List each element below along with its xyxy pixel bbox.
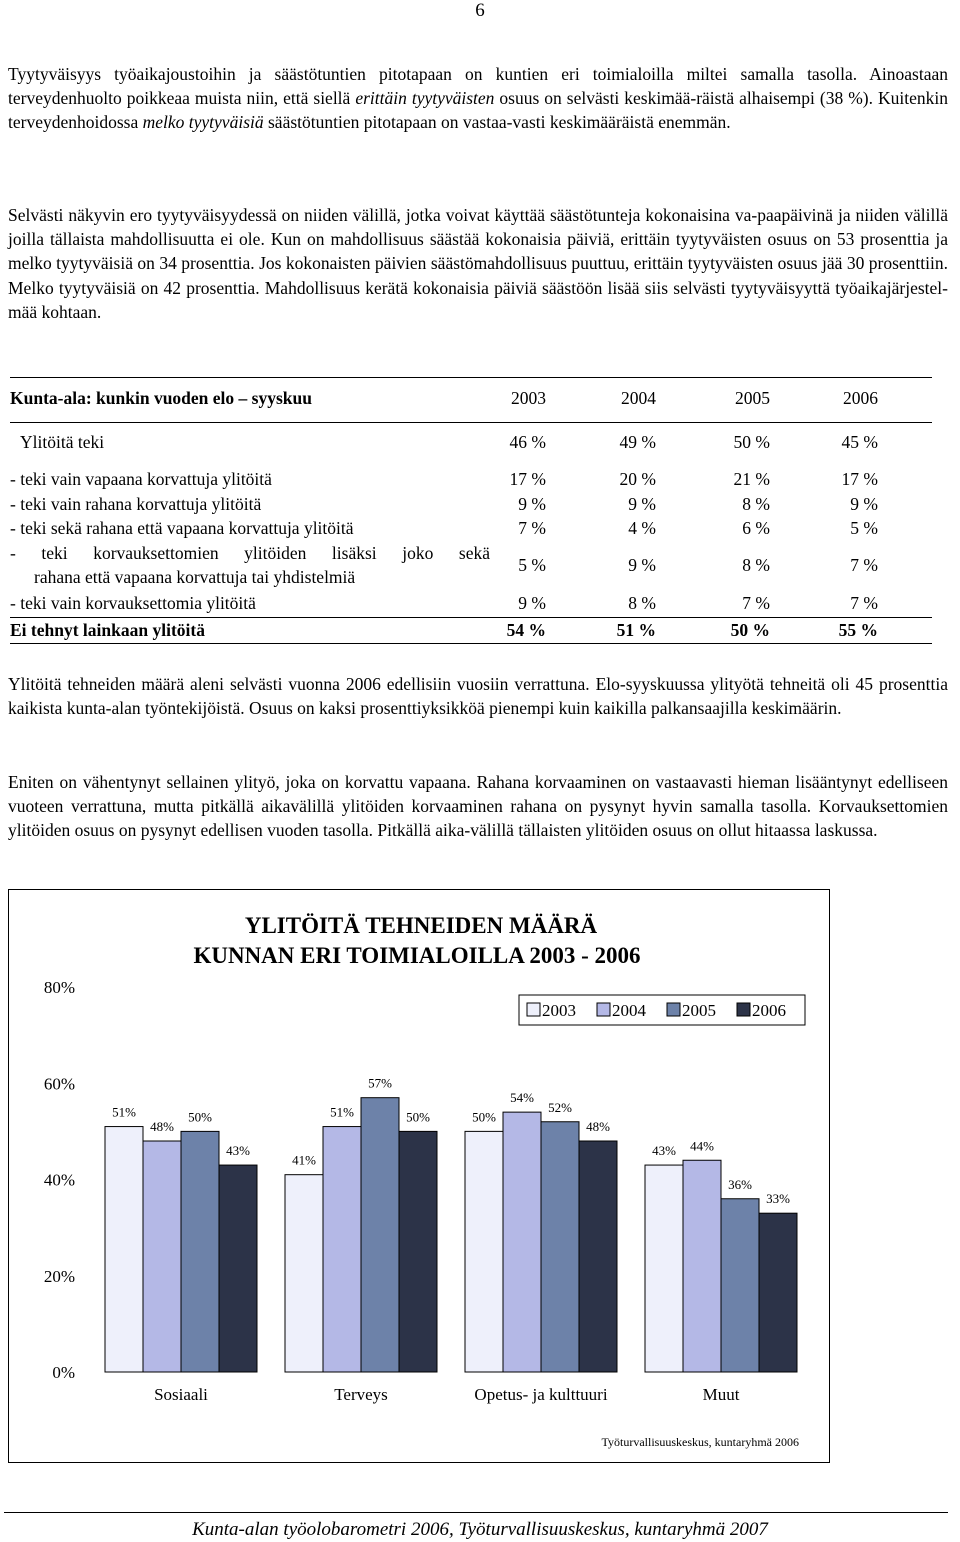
legend-label: 2004 — [612, 1001, 646, 1020]
bar-2003 — [465, 1131, 503, 1372]
legend-swatch — [527, 1003, 540, 1016]
bar-value-label: 52% — [548, 1099, 572, 1115]
footer-rule — [4, 1512, 948, 1513]
y-tick-label: 20% — [43, 1266, 75, 1286]
header-year: 2004 — [621, 388, 656, 408]
total-label: Ylitöitä teki — [20, 432, 105, 452]
bar-value-label: 50% — [472, 1109, 496, 1125]
bar-value-label: 51% — [112, 1104, 136, 1120]
row-value: 17 % — [841, 469, 878, 489]
row-value: 4 % — [628, 518, 656, 538]
bar-2006 — [219, 1165, 257, 1372]
bar-2005 — [361, 1098, 399, 1372]
legend-swatch — [737, 1003, 750, 1016]
none-value: 50 % — [730, 620, 770, 640]
chart-legend — [519, 995, 805, 1025]
bar-value-label: 33% — [766, 1191, 790, 1207]
chart-title-line2: KUNNAN ERI TOIMIALOILLA 2003 - 2006 — [193, 943, 641, 968]
para1-text-3: säästötuntien pitotapaan on vastaa-vasti keskimääräistä enemmän. — [263, 112, 731, 133]
bar-value-label: 50% — [406, 1109, 430, 1125]
row-value: 9 % — [628, 494, 656, 514]
y-tick-label: 40% — [43, 1170, 75, 1190]
para1-italic-2: melko tyytyväisiä — [142, 112, 264, 133]
bar-2003 — [105, 1127, 143, 1372]
bar-value-label: 43% — [652, 1143, 676, 1159]
bar-2005 — [721, 1199, 759, 1372]
bar-2006 — [579, 1141, 617, 1372]
row-label: - teki vain rahana korvattuja ylitöitä — [10, 494, 262, 514]
bar-value-label: 48% — [586, 1119, 610, 1134]
legend-label: 2003 — [542, 1001, 576, 1020]
none-value: 55 % — [838, 620, 878, 640]
row-label: - teki vain vapaana korvattuja ylitöitä — [10, 469, 272, 489]
paragraph-overtime-decline: Ylitöitä tehneiden määrä aleni selvästi vuonna 2006 edellisiin vuosiin verrattuna. Elo-syyskuussa ylityötä tehneitä oli 45 prosenttia kaikista kunta-alan työntekijöistä. Osuus on kaksi prosenttiyksikköä pienempi kuin kaikilla palkansaajilla keskimäärin. — [8, 674, 948, 719]
row-value: 8 % — [628, 593, 656, 613]
bar-2006 — [399, 1131, 437, 1372]
total-value: 49 % — [619, 432, 656, 452]
total-value: 46 % — [509, 432, 546, 452]
y-axis-ticks — [44, 978, 75, 1382]
bar-2005 — [181, 1131, 219, 1372]
table-bottom-rule — [10, 643, 932, 644]
header-year: 2006 — [843, 388, 878, 408]
row-value: 9 % — [850, 494, 878, 514]
page-footer: Kunta-alan työolobarometri 2006, Työturvallisuuskeskus, kuntaryhmä 2007 — [192, 1519, 768, 1540]
chart-bars — [105, 1076, 797, 1372]
table-header-label: Kunta-ala: kunkin vuoden elo – syyskuu — [10, 388, 312, 408]
row-value: 7 % — [850, 593, 878, 613]
bar-value-label: 36% — [728, 1176, 752, 1192]
row-value: 5 % — [518, 555, 546, 575]
x-axis-categories — [154, 1385, 740, 1404]
bar-2006 — [759, 1213, 797, 1372]
row-value: 7 % — [742, 593, 770, 613]
bar-value-label: 43% — [226, 1143, 250, 1159]
header-year: 2003 — [511, 388, 546, 408]
bar-2003 — [285, 1175, 323, 1372]
y-tick-label: 60% — [43, 1074, 75, 1094]
category-label: Sosiaali — [154, 1385, 208, 1404]
para1-text-2: osuus on selvästi keskimää-räistä alhaisempi (38 %). Kuitenkin terveydenhoidossa — [8, 88, 948, 133]
bar-2004 — [323, 1127, 361, 1372]
row-value: 9 % — [628, 555, 656, 575]
legend-swatch — [597, 1003, 610, 1016]
table-header-rule — [10, 422, 932, 423]
row-value: 9 % — [518, 593, 546, 613]
category-label: Opetus- ja kulttuuri — [474, 1385, 608, 1404]
total-value: 45 % — [841, 432, 878, 452]
row-value: 21 % — [733, 469, 770, 489]
row-value: 9 % — [518, 494, 546, 514]
row-value: 7 % — [850, 555, 878, 575]
row-value: 8 % — [742, 555, 770, 575]
bar-2004 — [683, 1160, 721, 1372]
row-value: 6 % — [742, 518, 770, 538]
table-row-rule — [10, 617, 932, 618]
row-value: 7 % — [518, 518, 546, 538]
category-label: Terveys — [334, 1385, 388, 1404]
chart-source: Työturvallisuuskeskus, kuntaryhmä 2006 — [601, 1435, 799, 1449]
chart-frame — [8, 889, 830, 1463]
category-label: Muut — [702, 1385, 740, 1404]
row-value: 20 % — [619, 469, 656, 489]
row-label-line1: - teki korvauksettomien ylitöiden lisäksi joko sekä — [10, 543, 490, 563]
header-year: 2005 — [735, 388, 770, 408]
y-tick-label: 0% — [52, 1363, 75, 1382]
paragraph-satisfaction — [8, 62, 948, 135]
bar-value-label: 44% — [690, 1138, 714, 1154]
bar-2003 — [645, 1165, 683, 1372]
paragraph-overtime-compensation: Eniten on vähentynyt sellainen ylityö, joka on korvattu vapaana. Rahana korvaaminen on vastaavasti hieman lisääntynyt edelliseen vuoteen verrattuna, mutta pitkällä aikavälillä ylitöiden korvaaminen rahana on pysynyt hyvin samalla tasolla. Korvauksettomien ylitöiden osuus on pysynyt edellisen vuoden tasolla. Pitkällä aika-välillä tällaisten ylitöiden osuus on ollut hitaassa laskussa. — [8, 772, 948, 841]
y-tick-label: 80% — [43, 978, 75, 997]
chart-title-line1: YLITÖITÄ TEHNEIDEN MÄÄRÄ — [244, 913, 598, 938]
total-value: 50 % — [733, 432, 770, 452]
page-number: 6 — [475, 0, 485, 21]
none-value: 54 % — [506, 620, 546, 640]
bar-value-label: 54% — [510, 1090, 534, 1106]
row-label: - teki vain korvauksettomia ylitöitä — [10, 593, 256, 613]
bar-2005 — [541, 1122, 579, 1372]
para1-text-1: Tyytyväisyys työaikajoustoihin ja säästötuntien pitotapaan on kuntien eri toimialoilla miltei samalla tasolla. Ainoastaan terveydenhuolto poikkeaa muista niin, että siellä — [8, 64, 948, 109]
paragraph-difference: Selvästi näkyvin ero tyytyväisyydessä on niiden välillä, jotka voivat käyttää säästötunteja kokonaisina va-paapäivinä ja niiden välillä joilla tällaista mahdollisuutta ei ole. Kun on mahdollisuus säästää kokonaisia päiviä, erittäin tyytyväisten osuus on 53 prosenttia ja melko tyytyväisiä on 34 prosenttia. Jos kokonaisten päivien säästömahdollisuus puuttuu, erittäin tyytyväisten osuus jää 30 prosenttiin. Melko tyytyväisiä on 42 prosenttia. Mahdollisuus kerätä kokonaisia päiviä säästöön lisää siis selvästi tyytyväisyyttä työaikajärjestel-mää kohtaan. — [8, 205, 948, 322]
row-label-line2: rahana että vapaana korvattuja tai yhdistelmiä — [34, 567, 356, 587]
table-top-rule — [10, 377, 932, 378]
row-value: 8 % — [742, 494, 770, 514]
bar-value-label: 48% — [150, 1119, 174, 1134]
legend-label: 2005 — [682, 1001, 716, 1020]
none-label: Ei tehnyt lainkaan ylitöitä — [10, 620, 205, 640]
row-value: 17 % — [509, 469, 546, 489]
bar-value-label: 50% — [188, 1109, 212, 1125]
para1-italic-1: erittäin tyytyväisten — [355, 88, 495, 109]
legend-swatch — [667, 1003, 680, 1016]
bar-value-label: 51% — [330, 1104, 354, 1120]
bar-value-label: 41% — [292, 1152, 316, 1168]
overtime-bar-chart — [9, 890, 829, 1462]
legend-label: 2006 — [752, 1001, 786, 1020]
row-label: - teki sekä rahana että vapaana korvattuja ylitöitä — [10, 518, 354, 538]
bar-2004 — [503, 1112, 541, 1372]
row-value: 5 % — [850, 518, 878, 538]
bar-2004 — [143, 1141, 181, 1372]
none-value: 51 % — [616, 620, 656, 640]
bar-value-label: 57% — [368, 1075, 392, 1091]
